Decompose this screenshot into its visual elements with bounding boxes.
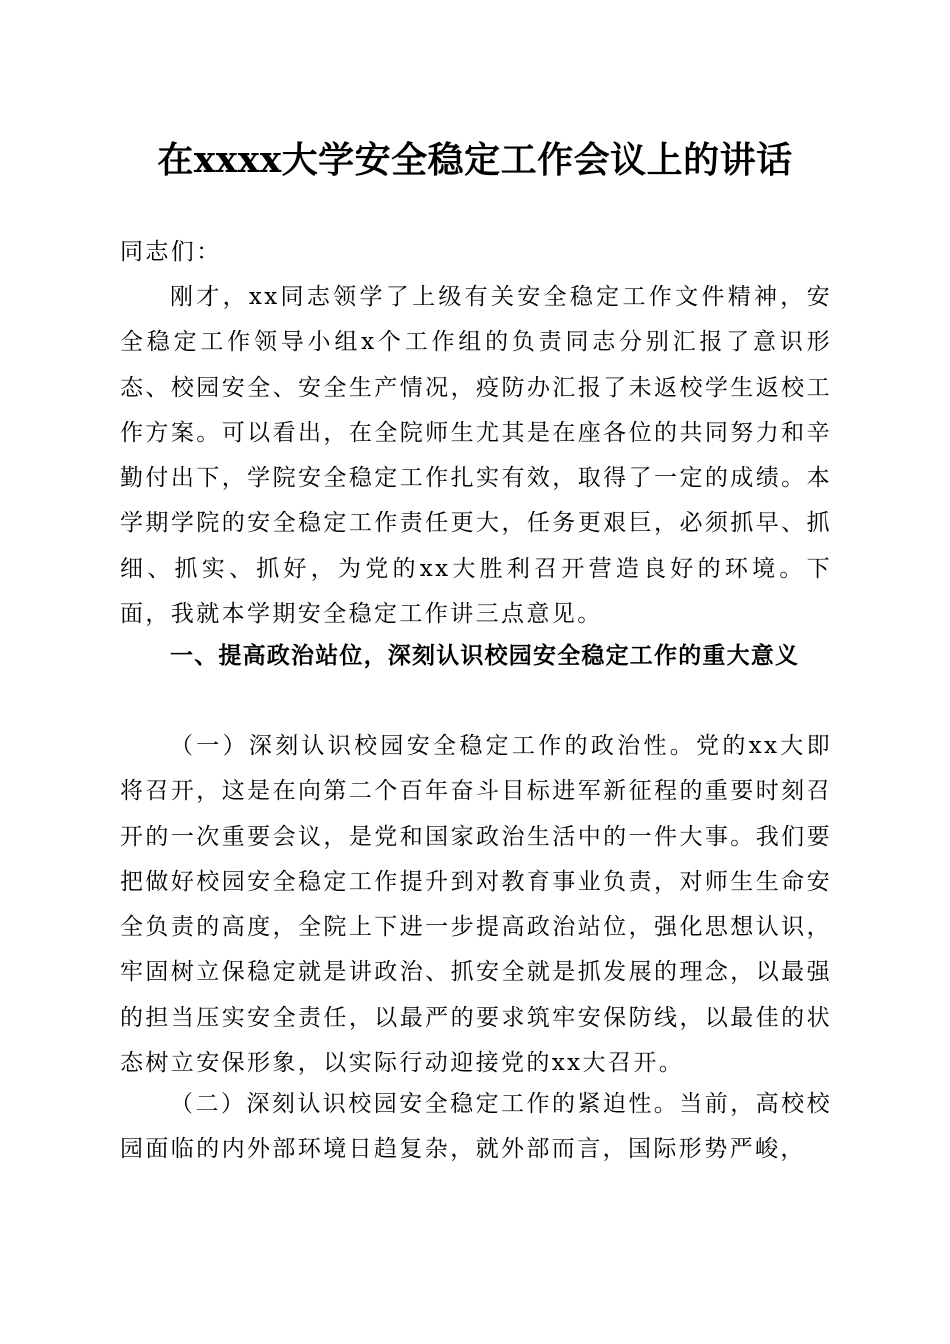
- paragraph-political-significance: （一）深刻认识校园安全稳定工作的政治性。党的xx大即将召开，这是在向第二个百年奋斗目标进军新征程的重要时刻召开的一次重要会议，是党和国家政治生活中的一件大事。我们要把做好校园安全稳定工作提升到对教育事业负责，对师生生命安全负责的高度，全院上下进一步提高政治站位，强化思想认识，牢固树立保稳定就是讲政治、抓安全就是抓发展的理念，以最强的担当压实安全责任，以最严的要求筑牢安保防线，以最佳的状态树立安保形象，以实际行动迎接党的xx大召开。: [120, 733, 832, 1077]
- paragraph-opening: 刚才，xx同志领学了上级有关安全稳定工作文件精神，安全稳定工作领导小组x个工作组的负责同志分别汇报了意识形态、校园安全、安全生产情况，疫防办汇报了未返校学生返校工作方案。可以看出，在全院师生尤其是在座各位的共同努力和辛勤付出下，学院安全稳定工作扎实有效，取得了一定的成绩。本学期学院的安全稳定工作责任更大，任务更艰巨，必须抓早、抓细、抓实、抓好，为党的xx大胜利召开营造良好的环境。下面，我就本学期安全稳定工作讲三点意见。: [120, 284, 832, 628]
- paragraph-urgency: （二）深刻认识校园安全稳定工作的紧迫性。当前，高校校园面临的内外部环境日趋复杂，就外部而言，国际形势严峻，: [120, 1091, 832, 1163]
- document-title: 在xxxx大学安全稳定工作会议上的讲话: [157, 139, 793, 181]
- salutation: 同志们：: [120, 239, 222, 265]
- section-heading-1: 一、提高政治站位，深刻认识校园安全稳定工作的重大意义: [170, 643, 800, 669]
